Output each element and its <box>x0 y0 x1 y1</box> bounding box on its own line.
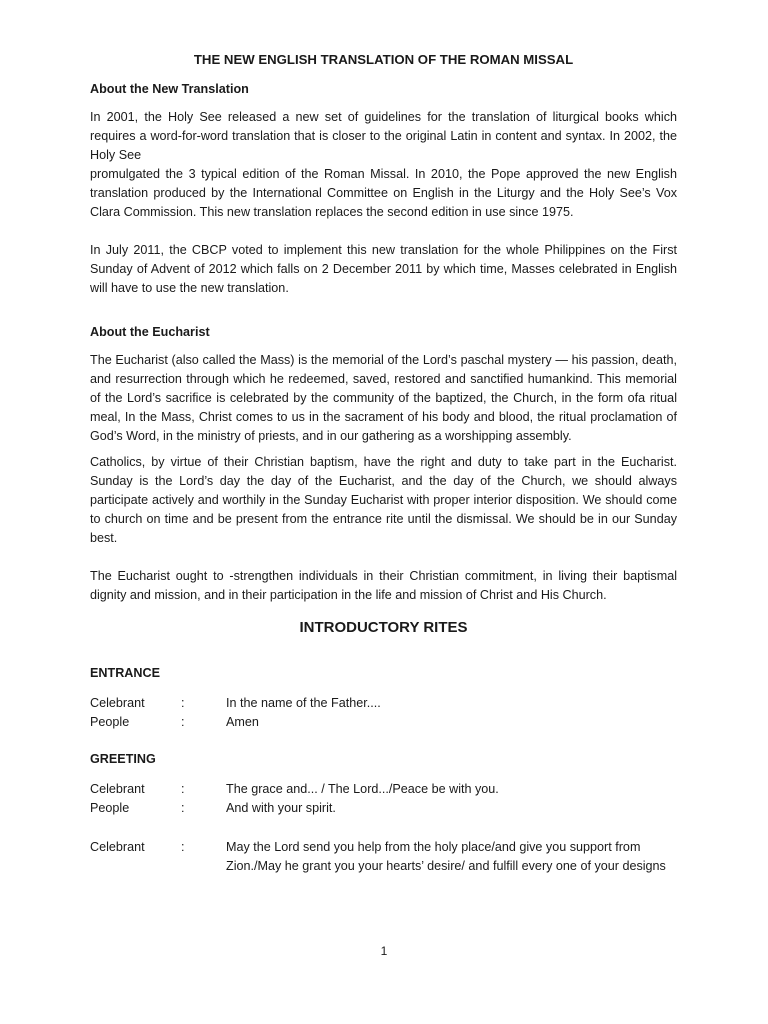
speaker-label: Celebrant <box>90 696 145 710</box>
rites-title: INTRODUCTORY RITES <box>299 619 468 636</box>
paragraph: The Eucharist ought to -strengthen individuals in their Christian commitment, in living their baptismal dignity and mission, and in their participation in the life and mission of Christ and His Church. <box>90 569 677 602</box>
paragraph: In July 2011, the CBCP voted to implement this new translation for the whole Philippines on the First Sunday of Advent of 2012 which falls on 2 December 2011 by which time, Masses celebrated in English will have to use the new translation. <box>90 243 677 295</box>
section-heading-eucharist: About the Eucharist <box>90 325 210 339</box>
paragraph: The Eucharist (also called the Mass) is the memorial of the Lord’s paschal mystery — his passion, death, and resurrection through which he redeemed, saved, restored and sanctified humankind. This memorial of the Lord’s sacrifice is celebrated by the community of the baptized, the Church, in the form ofa ritual meal, In the Mass, Christ comes to us in the sacrament of his body and blood, the ritual proclamation of God’s Word, in the ministry of priests, and in our gathering as a worshipping assembly. <box>90 353 677 443</box>
section-heading-translation: About the New Translation <box>90 82 249 96</box>
speaker-label: Celebrant <box>90 840 145 854</box>
dialogue-entrance <box>90 694 677 732</box>
dialogue-line <box>90 838 677 876</box>
rite-heading-greeting: GREETING <box>90 752 156 766</box>
colon-separator: : <box>181 696 185 710</box>
dialogue-text: May the Lord send you help from the holy place/and give you support from Zion./May he grant you your hearts’ desire/ and fulfill every one of your designs <box>226 840 666 873</box>
document-title: THE NEW ENGLISH TRANSLATION OF THE ROMAN MISSAL <box>193 52 574 67</box>
dialogue-text: And with your spirit. <box>226 801 336 815</box>
dialogue-greeting <box>90 780 677 818</box>
rite-heading-entrance: ENTRANCE <box>90 666 160 680</box>
document-page <box>90 52 677 896</box>
colon-separator: : <box>181 840 185 854</box>
dialogue-text: In the name of the Father.... <box>226 696 381 710</box>
paragraph: Catholics, by virtue of their Christian baptism, have the right and duty to take part in the Eucharist. Sunday is the Lord’s day the day of the Eucharist, and the day of the Church, we should always participate actively and worthily in the Sunday Eucharist with proper interior disposition. We should come to church on time and be present from the entrance rite until the dismissal. We should be in our Sunday best. <box>90 455 677 545</box>
speaker-label: People <box>90 715 130 729</box>
dialogue-line <box>90 713 677 732</box>
dialogue-line <box>90 780 677 799</box>
speaker-label: Celebrant <box>90 782 145 796</box>
page-number: 1 <box>380 944 388 958</box>
dialogue-line <box>90 694 677 713</box>
dialogue-text: Amen <box>226 715 259 729</box>
paragraph <box>90 108 677 222</box>
colon-separator: : <box>181 782 185 796</box>
dialogue-text: The grace and... / The Lord.../Peace be with you. <box>226 782 499 796</box>
paragraph-text: promulgated the 3 typical edition of the Roman Missal. In 2010, the Pope approved the new English translation produced by the International Committee on English in the Liturgy and the Holy See’s Vox Clara Commission. This new translation replaces the second edition in use since 1975. <box>90 167 677 219</box>
dialogue-greeting-continued <box>90 838 677 876</box>
paragraph-text: In 2001, the Holy See released a new set of guidelines for the translation of liturgical books which requires a word-for-word translation that is closer to the original Latin in content and syntax. In 2002, the Holy See <box>90 110 677 162</box>
dialogue-line <box>90 799 677 818</box>
colon-separator: : <box>181 801 185 815</box>
speaker-label: People <box>90 801 130 815</box>
colon-separator: : <box>181 715 185 729</box>
